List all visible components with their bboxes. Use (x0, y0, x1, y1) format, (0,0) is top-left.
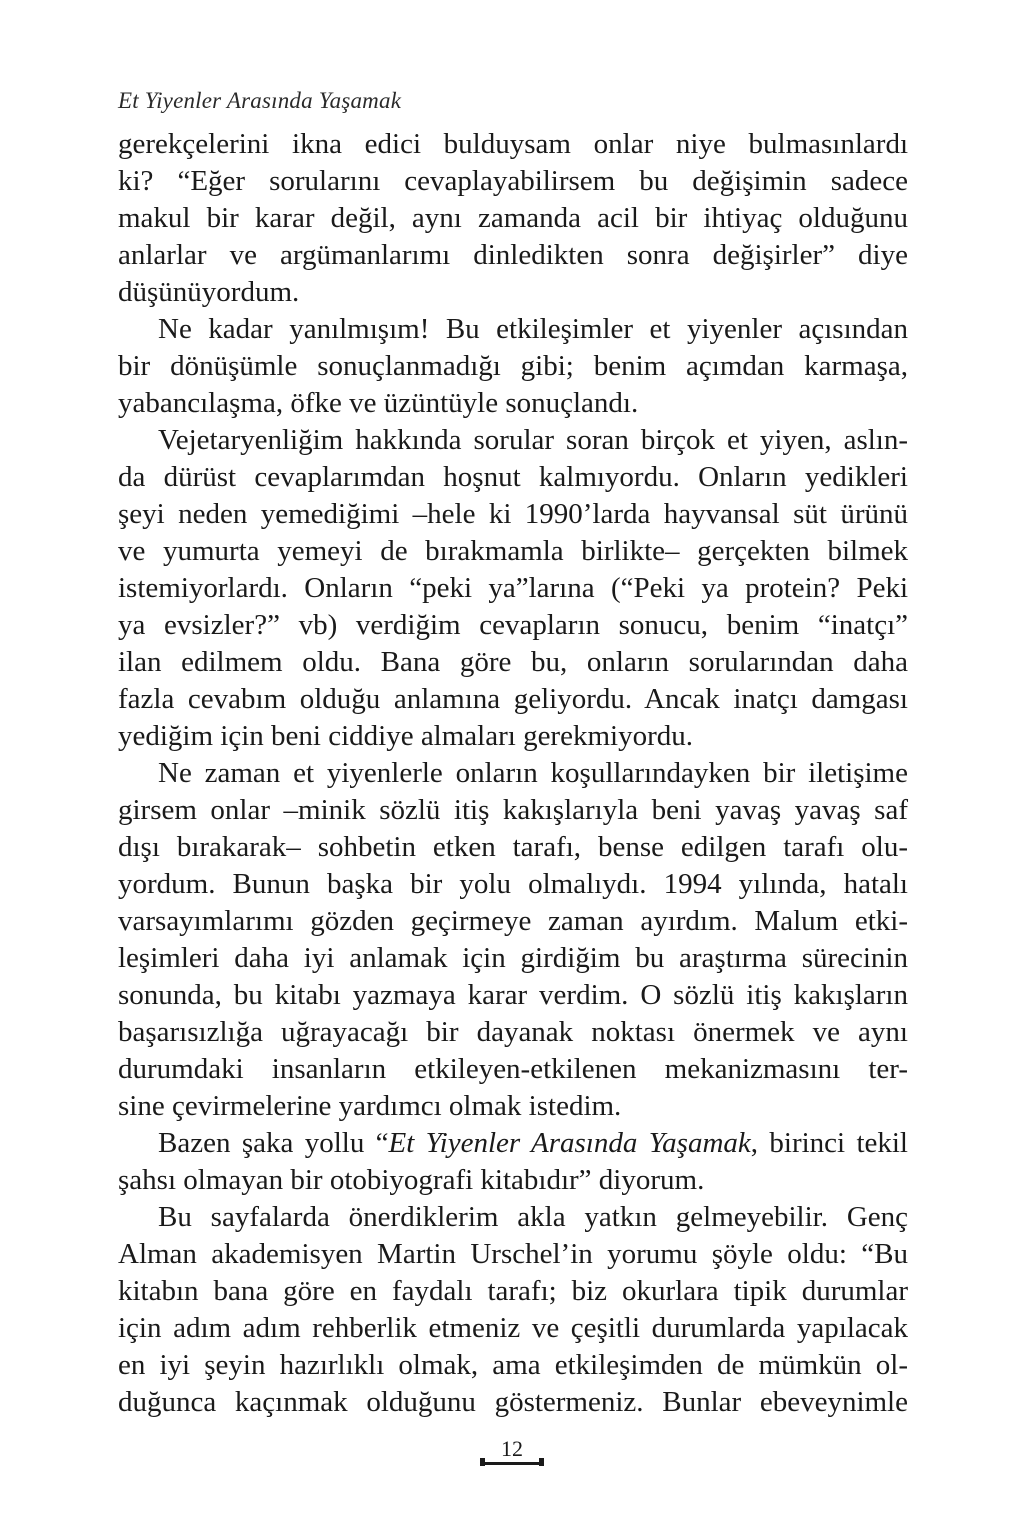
text-line: anlarlar ve argümanlarımı dinledikten sonra değişirler” diye (118, 239, 908, 271)
paragraph-start-line (118, 1125, 908, 1162)
paragraph-start-line: Ne kadar yanılmışım! Bu etkileşimler et yiyenler açısından (158, 313, 908, 345)
text-run: , birinci tekil (750, 1127, 908, 1159)
paragraph-start-line: Vejetaryenliğim hakkında sorular soran birçok et yiyen, aslın- (158, 424, 908, 456)
text-line: durumdaki insanların etkileyen-etkilenen mekanizmasını ter- (118, 1053, 908, 1085)
text-line: Alman akademisyen Martin Urschel’in yorumu şöyle oldu: “Bu (118, 1238, 908, 1270)
text-line: yordum. Bunun başka bir yolu olmalıydı. 1994 yılında, hatalı (118, 868, 908, 900)
page-footer (470, 1436, 554, 1466)
text-line: şahsı olmayan bir otobiyografi kitabıdır” diyorum. (118, 1164, 705, 1196)
text-line: da dürüst cevaplarımdan hoşnut kalmıyordu. Onların yedikleri (118, 461, 908, 493)
text-line: bir dönüşümle sonuçlanmadığı gibi; benim açımdan karmaşa, (118, 350, 908, 382)
footer-rule-cap (539, 1458, 544, 1466)
footer-rule (480, 1462, 544, 1465)
text-run: Bazen şaka yollu “ (158, 1127, 389, 1159)
text-line: girsem onlar –minik sözlü itiş kakışlarıyla beni yavaş yavaş saf (118, 794, 908, 826)
text-line: en iyi şeyin hazırlıklı olmak, ama etkileşimden de mümkün ol- (118, 1349, 908, 1381)
text-line: için adım adım rehberlik etmeniz ve çeşitli durumlarda yapılacak (118, 1312, 908, 1344)
footer-rule-cap (480, 1458, 485, 1466)
text-line: başarısızlığa uğrayacağı bir dayanak noktası önermek ve aynı (118, 1016, 908, 1048)
text-line: makul bir karar değil, aynı zamanda acil bir ihtiyaç olduğunu (118, 202, 908, 234)
paragraph-start-line: Bu sayfalarda önerdiklerim akla yatkın gelmeyebilir. Genç (158, 1201, 908, 1233)
text-line: yabancılaşma, öfke ve üzüntüyle sonuçlandı. (118, 387, 639, 419)
text-line: kitabın bana göre en faydalı tarafı; biz okurlara tipik durumlar (118, 1275, 908, 1307)
text-line: duğunca kaçınmak olduğunu göstermeniz. Bunlar ebeveynimle (118, 1386, 908, 1418)
text-line: gerekçelerini ikna edici bulduysam onlar niye bulmasınlardı (118, 128, 908, 160)
text-line: leşimleri daha iyi anlamak için girdiğim bu araştırma sürecinin (118, 942, 908, 974)
page-number: 12 (501, 1436, 523, 1461)
text-line: ilan edilmem oldu. Bana göre bu, onların sorularından daha (118, 646, 908, 678)
text-line: sonunda, bu kitabı yazmaya karar verdim. O sözlü itiş kakışların (118, 979, 908, 1011)
text-line: dışı bırakarak– sohbetin etken tarafı, bense edilgen tarafı olu- (118, 831, 908, 863)
body-text (118, 126, 908, 1421)
text-line: şeyi neden yemediğimi –hele ki 1990’larda hayvansal süt ürünü (118, 498, 908, 530)
text-line: ki? “Eğer sorularını cevaplayabilirsem bu değişimin sadece (118, 165, 908, 197)
book-title-italic: Et Yiyenler Arasında Yaşamak (388, 1127, 751, 1159)
paragraph-start-line: Ne zaman et yiyenlerle onların koşullarındayken bir iletişime (158, 757, 908, 789)
text-line: sine çevirmelerine yardımcı olmak istedim. (118, 1090, 622, 1122)
text-line: yediğim için beni ciddiye almaları gerekmiyordu. (118, 720, 693, 752)
text-line: fazla cevabım olduğu anlamına geliyordu. Ancak inatçı damgası (118, 683, 908, 715)
text-line: varsayımlarımı gözden geçirmeye zaman ayırdım. Malum etki- (118, 905, 908, 937)
text-line: istemiyorlardı. Onların “peki ya”larına (“Peki ya protein? Peki (118, 572, 908, 604)
text-line: ve yumurta yemeyi de bırakmamla birlikte– gerçekten bilmek (118, 535, 908, 567)
text-line: düşünüyordum. (118, 276, 300, 308)
running-header: Et Yiyenler Arasında Yaşamak (118, 88, 402, 113)
text-line: ya evsizler?” vb) verdiğim cevapların sonucu, benim “inatçı” (118, 609, 908, 641)
